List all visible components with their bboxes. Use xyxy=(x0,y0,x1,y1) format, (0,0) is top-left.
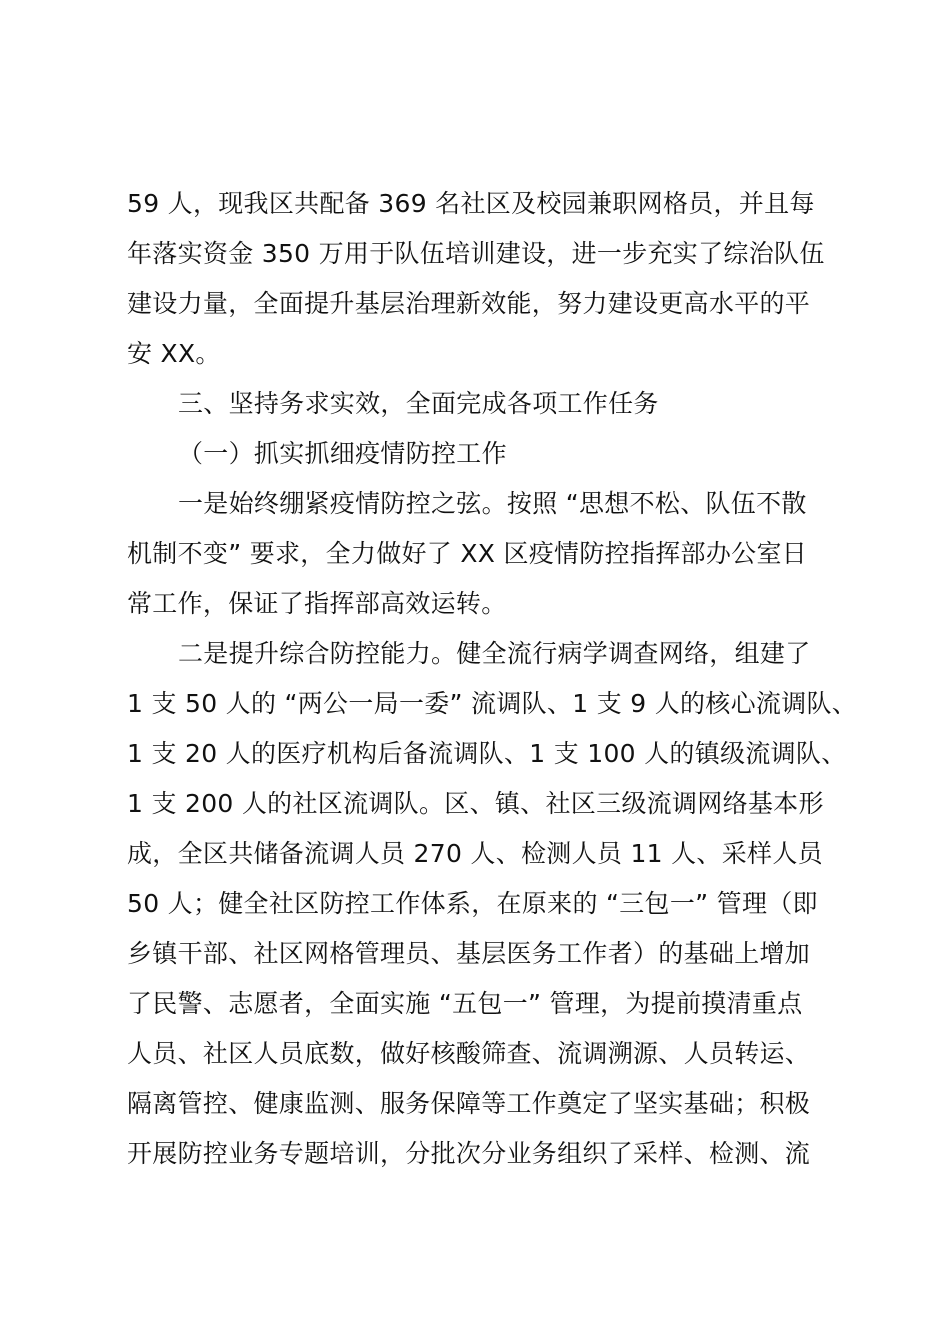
paragraph-line: 人员、社区人员底数，做好核酸筛查、流调溯源、人员转运、 xyxy=(127,1039,811,1068)
paragraph-line: 1 支 20 人的医疗机构后备流调队、1 支 100 人的镇级流调队、 xyxy=(127,739,847,768)
section-heading: 三、坚持务求实效，全面完成各项工作任务 xyxy=(178,389,659,418)
paragraph-line: 了民警、志愿者，全面实施 “五包一” 管理，为提前摸清重点 xyxy=(127,989,803,1018)
paragraph-line: 59 人，现我区共配备 369 名社区及校园兼职网格员，并且每 xyxy=(127,189,815,218)
paragraph-line: 一是始终绷紧疫情防控之弦。按照 “思想不松、队伍不散 xyxy=(178,489,807,518)
paragraph-line: 建设力量，全面提升基层治理新效能，努力建设更高水平的平 xyxy=(127,289,811,318)
paragraph-line: 1 支 50 人的 “两公一局一委” 流调队、1 支 9 人的核心流调队、 xyxy=(127,689,858,718)
paragraph-line: 年落实资金 350 万用于队伍培训建设，进一步充实了综治队伍 xyxy=(127,239,825,268)
paragraph-line: 常工作，保证了指挥部高效运转。 xyxy=(127,589,507,618)
paragraph-line: 乡镇干部、社区网格管理员、基层医务工作者）的基础上增加 xyxy=(127,939,811,968)
subsection-heading: （一）抓实抓细疫情防控工作 xyxy=(178,439,507,468)
paragraph-line: 安 XX。 xyxy=(127,339,221,368)
paragraph-line: 50 人；健全社区防控工作体系，在原来的 “三包一” 管理（即 xyxy=(127,889,818,918)
paragraph-line: 机制不变” 要求，全力做好了 XX 区疫情防控指挥部办公室日 xyxy=(127,539,808,568)
paragraph-line: 1 支 200 人的社区流调队。区、镇、社区三级流调网络基本形 xyxy=(127,789,824,818)
paragraph-line: 开展防控业务专题培训，分批次分业务组织了采样、检测、流 xyxy=(127,1139,811,1168)
paragraph-line: 成，全区共储备流调人员 270 人、检测人员 11 人、采样人员 xyxy=(127,839,823,868)
paragraph-line: 隔离管控、健康监测、服务保障等工作奠定了坚实基础；积极 xyxy=(127,1089,811,1118)
paragraph-line: 二是提升综合防控能力。健全流行病学调查网络，组建了 xyxy=(178,639,811,668)
